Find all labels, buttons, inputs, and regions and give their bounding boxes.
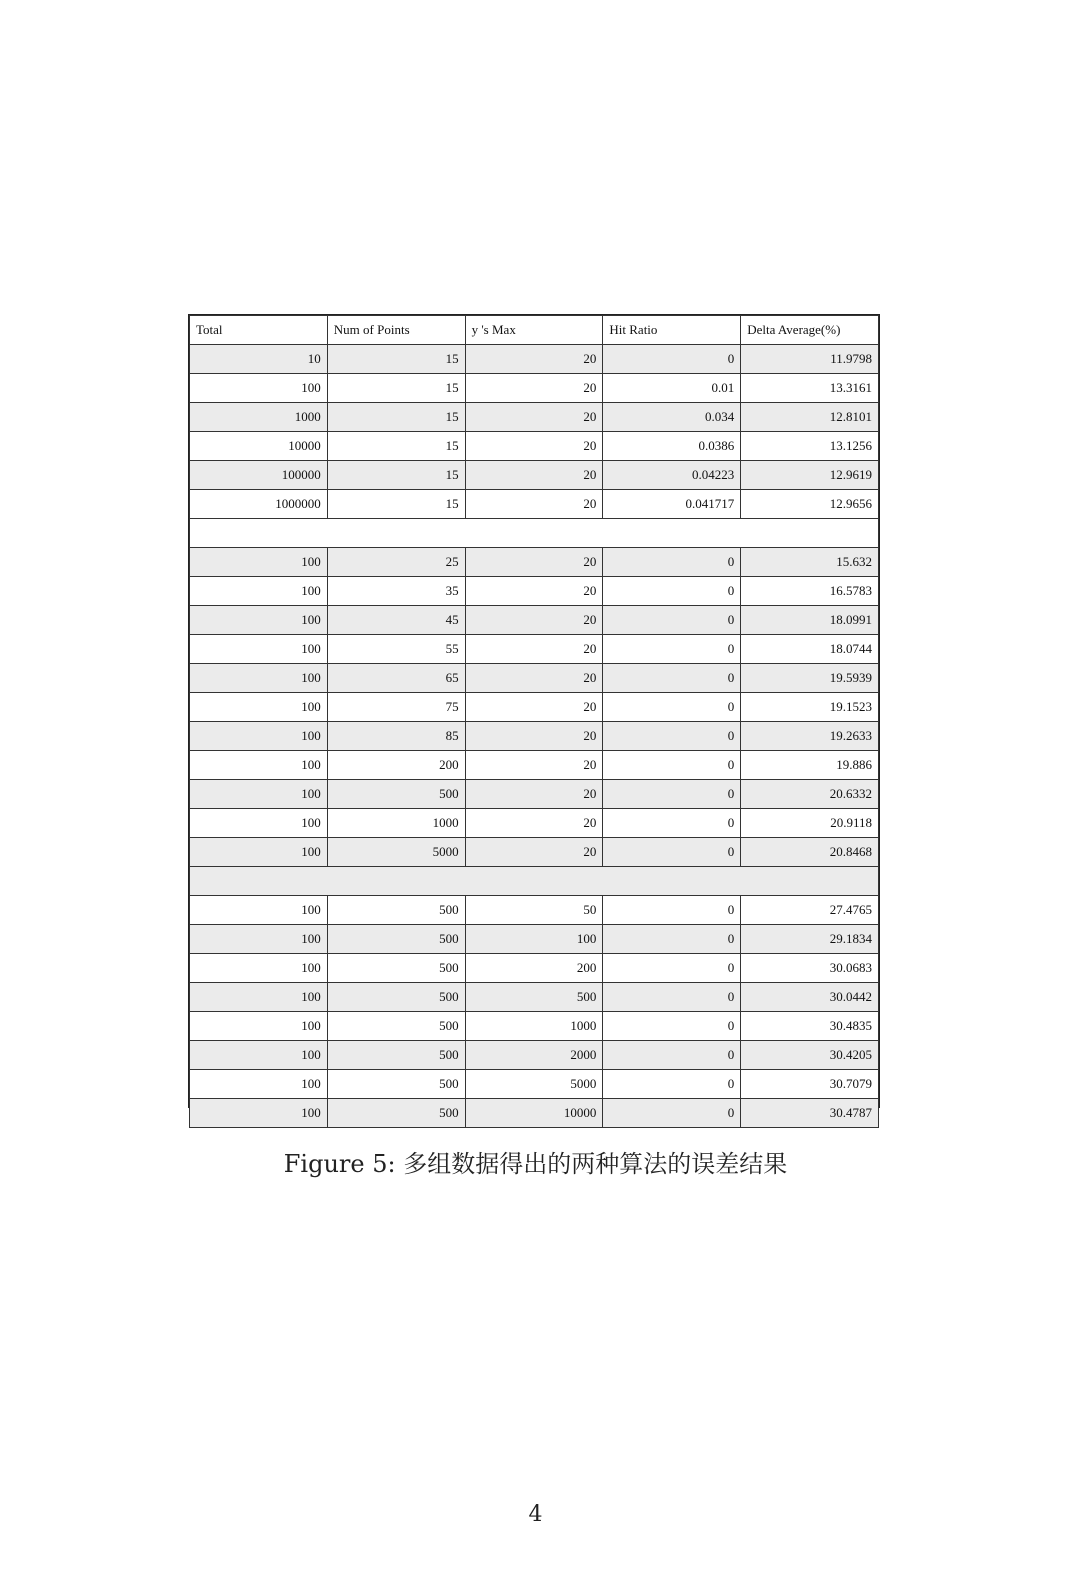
- table-cell: 100: [190, 374, 328, 403]
- table-cell: 10000: [190, 432, 328, 461]
- table-cell: 15: [327, 403, 465, 432]
- table-cell: 29.1834: [741, 925, 879, 954]
- separator-cell: [190, 519, 879, 548]
- table-row: [190, 1099, 879, 1128]
- table-row: [190, 1041, 879, 1070]
- table-cell: 2000: [465, 1041, 603, 1070]
- table-cell: 500: [327, 1099, 465, 1128]
- table-cell: 0: [603, 345, 741, 374]
- table-cell: 55: [327, 635, 465, 664]
- table-cell: 20: [465, 403, 603, 432]
- table-cell: 200: [327, 751, 465, 780]
- table-cell: 0: [603, 635, 741, 664]
- table-cell: 0: [603, 751, 741, 780]
- table-cell: 0: [603, 606, 741, 635]
- table-cell: 20: [465, 490, 603, 519]
- table-cell: 13.1256: [741, 432, 879, 461]
- table-cell: 100: [190, 954, 328, 983]
- table-cell: 16.5783: [741, 577, 879, 606]
- table-row: [190, 838, 879, 867]
- table-cell: 19.886: [741, 751, 879, 780]
- table-cell: 15: [327, 432, 465, 461]
- table-cell: 500: [327, 896, 465, 925]
- table-cell: 500: [327, 1041, 465, 1070]
- table-cell: 20: [465, 461, 603, 490]
- results-table-container: [188, 314, 880, 1120]
- header-num-of-points: Num of Points: [327, 316, 465, 345]
- table-row: [190, 490, 879, 519]
- table-row: [190, 925, 879, 954]
- table-row: [190, 1070, 879, 1099]
- table-cell: 0.0386: [603, 432, 741, 461]
- table-cell: 0: [603, 983, 741, 1012]
- table-cell: 200: [465, 954, 603, 983]
- table-cell: 0: [603, 780, 741, 809]
- page-number: 4: [528, 1502, 543, 1527]
- table-cell: 0: [603, 548, 741, 577]
- table-cell: 19.1523: [741, 693, 879, 722]
- table-cell: 100: [190, 664, 328, 693]
- table-cell: 20: [465, 606, 603, 635]
- table-cell: 20: [465, 664, 603, 693]
- table-cell: 100: [190, 751, 328, 780]
- table-cell: 20: [465, 635, 603, 664]
- table-cell: 100: [190, 838, 328, 867]
- table-separator-row: [190, 519, 879, 548]
- table-cell: 20.9118: [741, 809, 879, 838]
- table-cell: 500: [327, 954, 465, 983]
- table-row: [190, 751, 879, 780]
- table-cell: 20: [465, 751, 603, 780]
- table-cell: 15: [327, 461, 465, 490]
- table-row: [190, 374, 879, 403]
- table-cell: 100: [190, 1099, 328, 1128]
- table-cell: 0: [603, 1012, 741, 1041]
- table-cell: 0: [603, 896, 741, 925]
- table-cell: 500: [327, 983, 465, 1012]
- table-cell: 18.0991: [741, 606, 879, 635]
- table-cell: 20: [465, 432, 603, 461]
- table-cell: 75: [327, 693, 465, 722]
- table-cell: 20: [465, 780, 603, 809]
- table-cell: 5000: [327, 838, 465, 867]
- table-cell: 100: [190, 606, 328, 635]
- table-row: [190, 1012, 879, 1041]
- table-cell: 20.8468: [741, 838, 879, 867]
- table-cell: 0: [603, 722, 741, 751]
- table-cell: 1000000: [190, 490, 328, 519]
- table-cell: 20: [465, 577, 603, 606]
- table-cell: 65: [327, 664, 465, 693]
- table-row: [190, 983, 879, 1012]
- table-row: [190, 345, 879, 374]
- table-cell: 0.034: [603, 403, 741, 432]
- table-row: [190, 548, 879, 577]
- table-cell: 20: [465, 374, 603, 403]
- table-row: [190, 896, 879, 925]
- table-cell: 0: [603, 925, 741, 954]
- table-cell: 20: [465, 809, 603, 838]
- table-cell: 500: [327, 925, 465, 954]
- table-cell: 0: [603, 1099, 741, 1128]
- table-row: [190, 809, 879, 838]
- table-cell: 25: [327, 548, 465, 577]
- table-cell: 0: [603, 664, 741, 693]
- separator-cell: [190, 867, 879, 896]
- header-y-max: y 's Max: [465, 316, 603, 345]
- table-cell: 100: [190, 983, 328, 1012]
- table-cell: 15: [327, 490, 465, 519]
- table-row: [190, 780, 879, 809]
- table-row: [190, 954, 879, 983]
- table-cell: 12.8101: [741, 403, 879, 432]
- table-cell: 0: [603, 954, 741, 983]
- table-cell: 500: [327, 1012, 465, 1041]
- results-table: [189, 315, 879, 1128]
- table-row: [190, 461, 879, 490]
- table-cell: 0.04223: [603, 461, 741, 490]
- table-row: [190, 664, 879, 693]
- table-cell: 30.4205: [741, 1041, 879, 1070]
- table-cell: 10000: [465, 1099, 603, 1128]
- table-cell: 0: [603, 1070, 741, 1099]
- table-row: [190, 432, 879, 461]
- table-cell: 35: [327, 577, 465, 606]
- table-cell: 0: [603, 1041, 741, 1070]
- table-cell: 19.5939: [741, 664, 879, 693]
- table-cell: 500: [327, 1070, 465, 1099]
- table-cell: 20: [465, 345, 603, 374]
- header-hit-ratio: Hit Ratio: [603, 316, 741, 345]
- table-body: [190, 345, 879, 1128]
- table-cell: 45: [327, 606, 465, 635]
- table-cell: 15.632: [741, 548, 879, 577]
- table-cell: 0.01: [603, 374, 741, 403]
- table-row: [190, 403, 879, 432]
- table-cell: 100: [190, 896, 328, 925]
- table-row: [190, 635, 879, 664]
- table-cell: 100: [190, 577, 328, 606]
- table-cell: 85: [327, 722, 465, 751]
- table-cell: 15: [327, 345, 465, 374]
- table-cell: 13.3161: [741, 374, 879, 403]
- header-total: Total: [190, 316, 328, 345]
- table-cell: 18.0744: [741, 635, 879, 664]
- table-cell: 20: [465, 838, 603, 867]
- table-cell: 100: [190, 809, 328, 838]
- table-cell: 100: [190, 635, 328, 664]
- table-cell: 10: [190, 345, 328, 374]
- table-cell: 12.9656: [741, 490, 879, 519]
- table-cell: 500: [327, 780, 465, 809]
- table-cell: 100: [190, 925, 328, 954]
- table-cell: 100: [190, 722, 328, 751]
- table-row: [190, 577, 879, 606]
- table-row: [190, 693, 879, 722]
- table-cell: 0: [603, 838, 741, 867]
- table-cell: 30.4835: [741, 1012, 879, 1041]
- table-cell: 30.0442: [741, 983, 879, 1012]
- table-cell: 20: [465, 548, 603, 577]
- table-row: [190, 722, 879, 751]
- table-cell: 1000: [327, 809, 465, 838]
- table-cell: 30.7079: [741, 1070, 879, 1099]
- table-cell: 100: [190, 693, 328, 722]
- figure-caption: Figure 5: 多组数据得出的两种算法的误差结果: [283, 1150, 788, 1178]
- table-cell: 15: [327, 374, 465, 403]
- table-cell: 500: [465, 983, 603, 1012]
- table-separator-row: [190, 867, 879, 896]
- table-cell: 0: [603, 809, 741, 838]
- table-cell: 30.0683: [741, 954, 879, 983]
- table-cell: 30.4787: [741, 1099, 879, 1128]
- table-cell: 12.9619: [741, 461, 879, 490]
- table-cell: 100: [190, 1070, 328, 1099]
- table-cell: 20: [465, 722, 603, 751]
- table-cell: 100: [465, 925, 603, 954]
- table-cell: 20: [465, 693, 603, 722]
- table-cell: 100: [190, 548, 328, 577]
- table-cell: 19.2633: [741, 722, 879, 751]
- table-header-row: [190, 316, 879, 345]
- table-cell: 5000: [465, 1070, 603, 1099]
- table-cell: 100: [190, 1012, 328, 1041]
- table-cell: 50: [465, 896, 603, 925]
- table-cell: 20.6332: [741, 780, 879, 809]
- header-delta-average: Delta Average(%): [741, 316, 879, 345]
- table-cell: 0.041717: [603, 490, 741, 519]
- table-cell: 0: [603, 693, 741, 722]
- table-cell: 100: [190, 1041, 328, 1070]
- table-row: [190, 606, 879, 635]
- table-cell: 100: [190, 780, 328, 809]
- table-cell: 1000: [465, 1012, 603, 1041]
- table-cell: 27.4765: [741, 896, 879, 925]
- table-cell: 1000: [190, 403, 328, 432]
- table-cell: 100000: [190, 461, 328, 490]
- table-cell: 11.9798: [741, 345, 879, 374]
- table-cell: 0: [603, 577, 741, 606]
